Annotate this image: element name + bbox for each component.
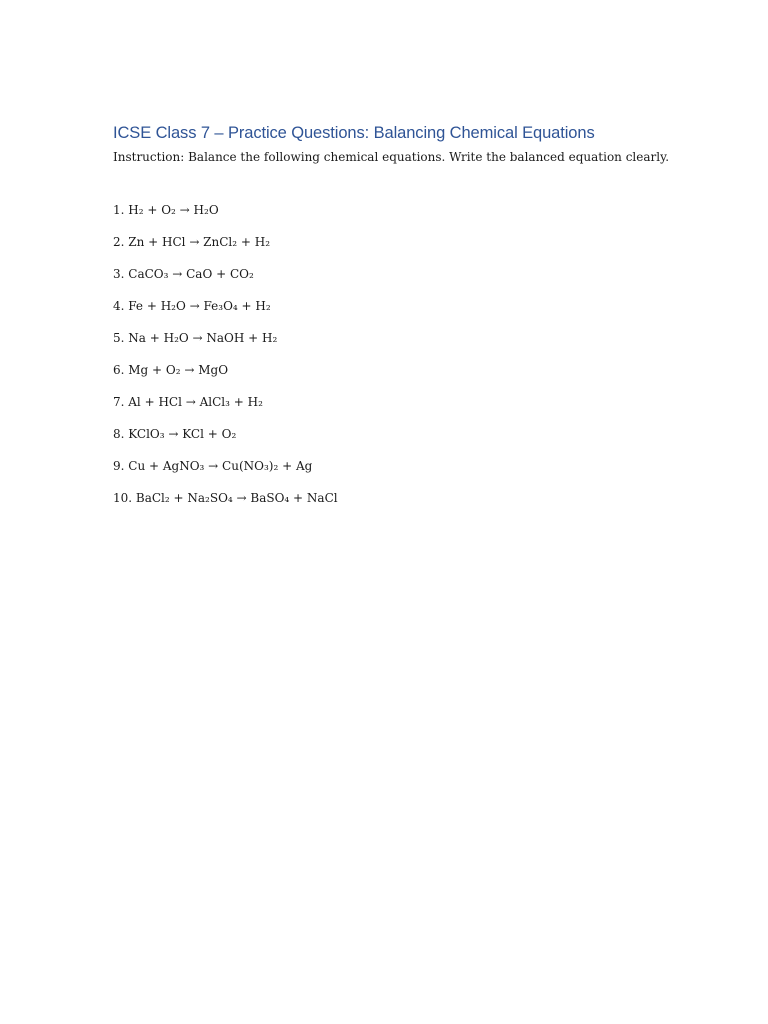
- question-item: 3. CaCO₃ → CaO + CO₂: [113, 267, 254, 281]
- question-item: 8. KClO₃ → KCl + O₂: [113, 427, 237, 441]
- question-item: 5. Na + H₂O → NaOH + H₂: [113, 331, 278, 345]
- question-item: 10. BaCl₂ + Na₂SO₄ → BaSO₄ + NaCl: [113, 491, 338, 505]
- instruction-text: Instruction: Balance the following chemical equations. Write the balanced equation clearly.: [113, 150, 670, 164]
- question-item: 6. Mg + O₂ → MgO: [113, 363, 229, 377]
- question-item: 9. Cu + AgNO₃ → Cu(NO₃)₂ + Ag: [113, 459, 313, 473]
- question-item: 2. Zn + HCl → ZnCl₂ + H₂: [113, 235, 271, 249]
- question-item: 4. Fe + H₂O → Fe₃O₄ + H₂: [113, 299, 271, 313]
- question-list: [113, 202, 338, 522]
- page-title: ICSE Class 7 – Practice Questions: Balancing Chemical Equations: [113, 124, 595, 142]
- question-item: 7. Al + HCl → AlCl₃ + H₂: [113, 395, 263, 409]
- question-item: 1. H₂ + O₂ → H₂O: [113, 203, 219, 217]
